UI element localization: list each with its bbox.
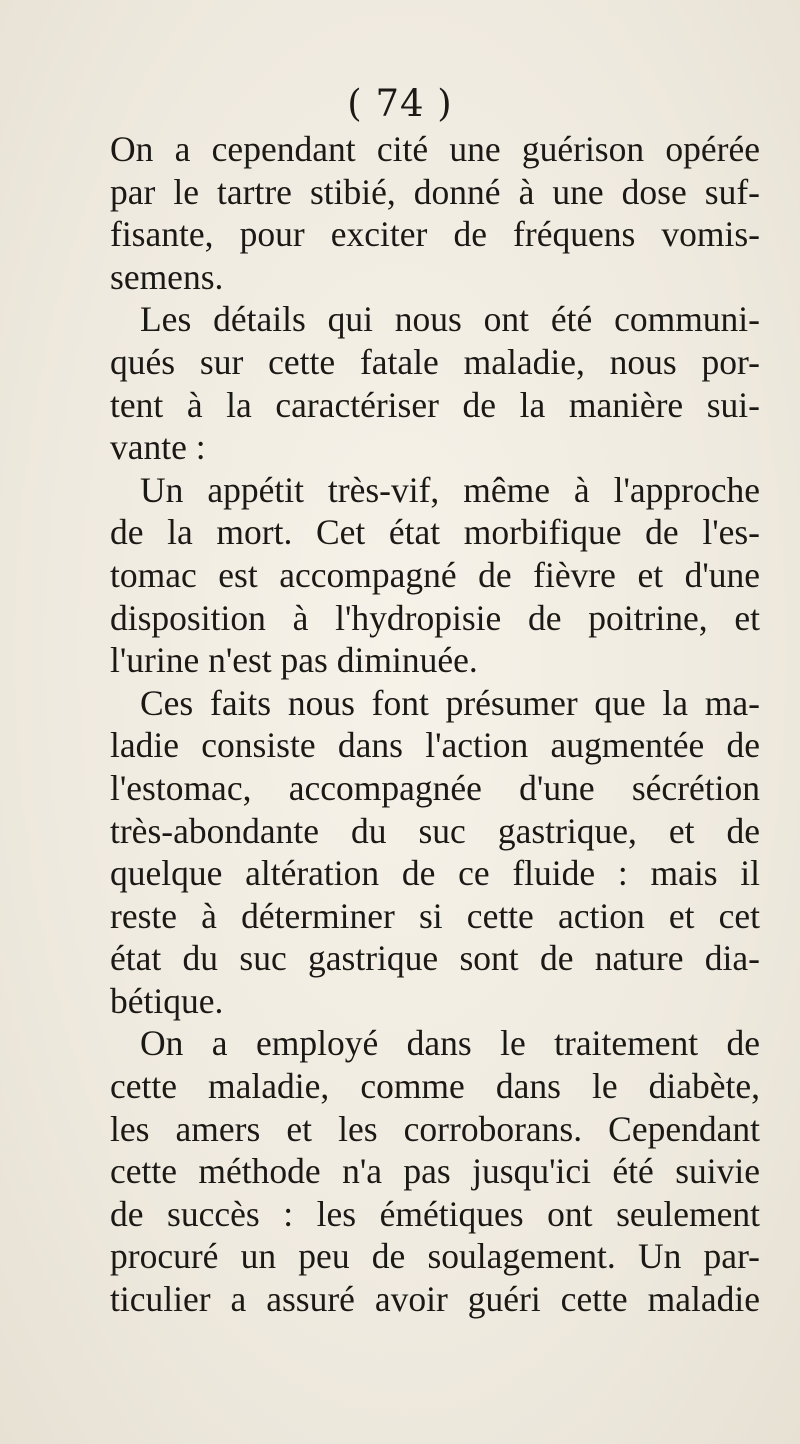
body-text — [110, 128, 760, 1321]
text-line: état du suc gastrique sont de nature dia- — [110, 938, 760, 979]
text-line: procuré un peu de soulagement. Un par- — [110, 1236, 760, 1277]
text-line: bétique. — [110, 980, 224, 1021]
text-line: l'urine n'est pas diminuée. — [110, 640, 478, 681]
text-line: fisante, pour exciter de fréquens vomis- — [110, 214, 760, 255]
text-line: Les détails qui nous ont été communi- — [140, 299, 760, 340]
text-line: l'estomac, accompagnée d'une sécrétion — [110, 767, 760, 808]
text-line: cette maladie, comme dans le diabète, — [110, 1066, 760, 1107]
paragraph — [110, 1022, 760, 1320]
text-line: par le tartre stibié, donné à une dose suf- — [110, 171, 760, 212]
text-line: semens. — [110, 256, 224, 297]
paragraph — [110, 298, 760, 468]
page-number: ( 74 ) — [347, 82, 453, 125]
text-line: ladie consiste dans l'action augmentée de — [110, 725, 760, 766]
text-line: tomac est accompagné de fièvre et d'une — [110, 554, 760, 595]
text-line: de la mort. Cet état morbifique de l'es- — [110, 512, 760, 553]
text-line: On a cependant cité une guérison opérée — [110, 129, 760, 169]
text-line: cette méthode n'a pas jusqu'ici été suivie — [110, 1151, 760, 1192]
text-line: les amers et les corroborans. Cependant — [110, 1108, 760, 1149]
text-line: très-abondante du suc gastrique, et de — [110, 810, 760, 851]
text-line: vante : — [110, 427, 206, 468]
text-line: Un appétit très-vif, même à l'approche — [140, 469, 760, 510]
text-line: ticulier a assuré avoir guéri cette maladie — [110, 1279, 760, 1320]
text-line: de succès : les émétiques ont seulement — [110, 1193, 760, 1234]
text-line: tent à la caractériser de la manière sui- — [110, 384, 760, 425]
paragraph — [110, 128, 760, 298]
text-line: qués sur cette fatale maladie, nous por- — [110, 341, 760, 382]
paragraph — [110, 682, 760, 1023]
text-line: quelque altération de ce fluide : mais il — [110, 853, 760, 894]
text-line: Ces faits nous font présumer que la ma- — [140, 682, 760, 723]
text-line: disposition à l'hydropisie de poitrine, et — [110, 597, 760, 638]
paragraph — [110, 469, 760, 682]
text-line: reste à déterminer si cette action et cet — [110, 895, 760, 936]
text-line: On a employé dans le traitement de — [140, 1023, 760, 1064]
